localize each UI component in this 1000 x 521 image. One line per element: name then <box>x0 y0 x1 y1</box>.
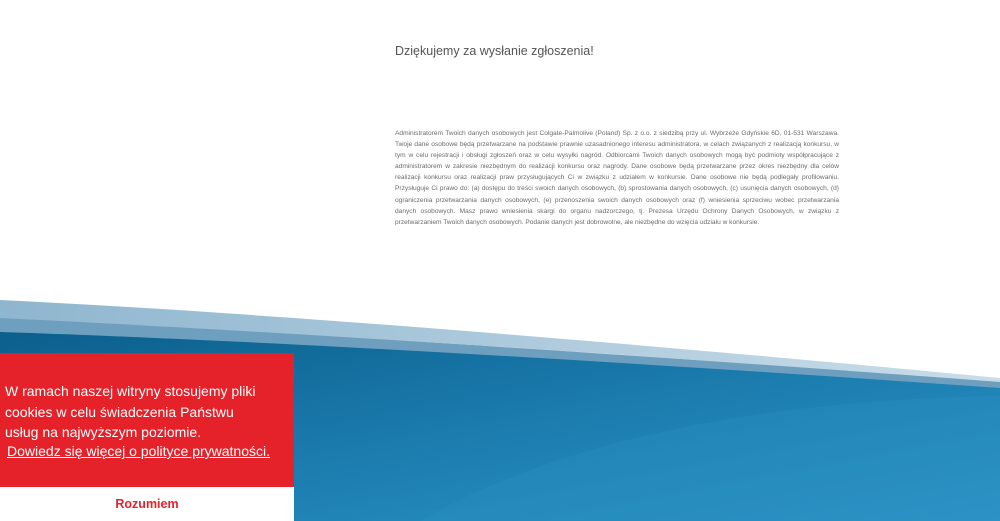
privacy-policy-link[interactable]: Dowiedz się więcej o polityce prywatności. <box>7 443 270 459</box>
privacy-notice-text: Administratorem Twoich danych osobowych jest Colgate-Palmolive (Poland) Sp. z o.o. z siedzibą przy ul. Wybrzeże Gdyńskie 6D, 01-531 Warszawa. Twoje dane osobowe będą przetwarzane na podstawie prawnie uzasadnionego interesu administratora, w celach związanych z realizacją konkursu, w tym w celu rejestracji i obsługi zgłoszeń oraz w celu wysyłki nagród. Odbiorcami Twoich danych osobowych mogą być podmioty współpracujące z administratorem w zakresie niezbędnym do realizacji konkursu oraz nagrody. Dane osobowe będą przetwarzane przez okres niezbędny dla celów realizacji konkursu oraz realizacji praw przysługujących Ci w związku z udziałem w konkursie. Dane osobowe nie będą podlegały profilowaniu. Przysługuje Ci prawo do: (a) dostępu do treści swoich danych osobowych, (b) sprostowania danych osobowych, (c) usunięcia danych osobowych, (d) ograniczenia przetwarzania danych osobowych, (e) przenoszenia swoich danych osobowych oraz (f) wniesienia sprzeciwu wobec przetwarzania danych osobowych. Masz prawo wniesienia skargi do organu nadzorczego, tj. Prezesa Urzędu Ochrony Danych Osobowych, w związku z przetwarzaniem Twoich danych osobowych. Podanie danych jest dobrowolne, ale niezbędne do wzięcia udziału w konkursie. <box>395 130 839 226</box>
confirmation-message: Dziękujemy za wysłanie zgłoszenia! <box>395 44 594 58</box>
accept-cookies-button[interactable]: Rozumiem <box>0 487 294 521</box>
cookie-banner <box>0 353 294 521</box>
cookie-banner-message: W ramach naszej witryny stosujemy pliki cookies w celu świadczenia Państwu usług na najwyższym poziomie. <box>5 383 256 440</box>
